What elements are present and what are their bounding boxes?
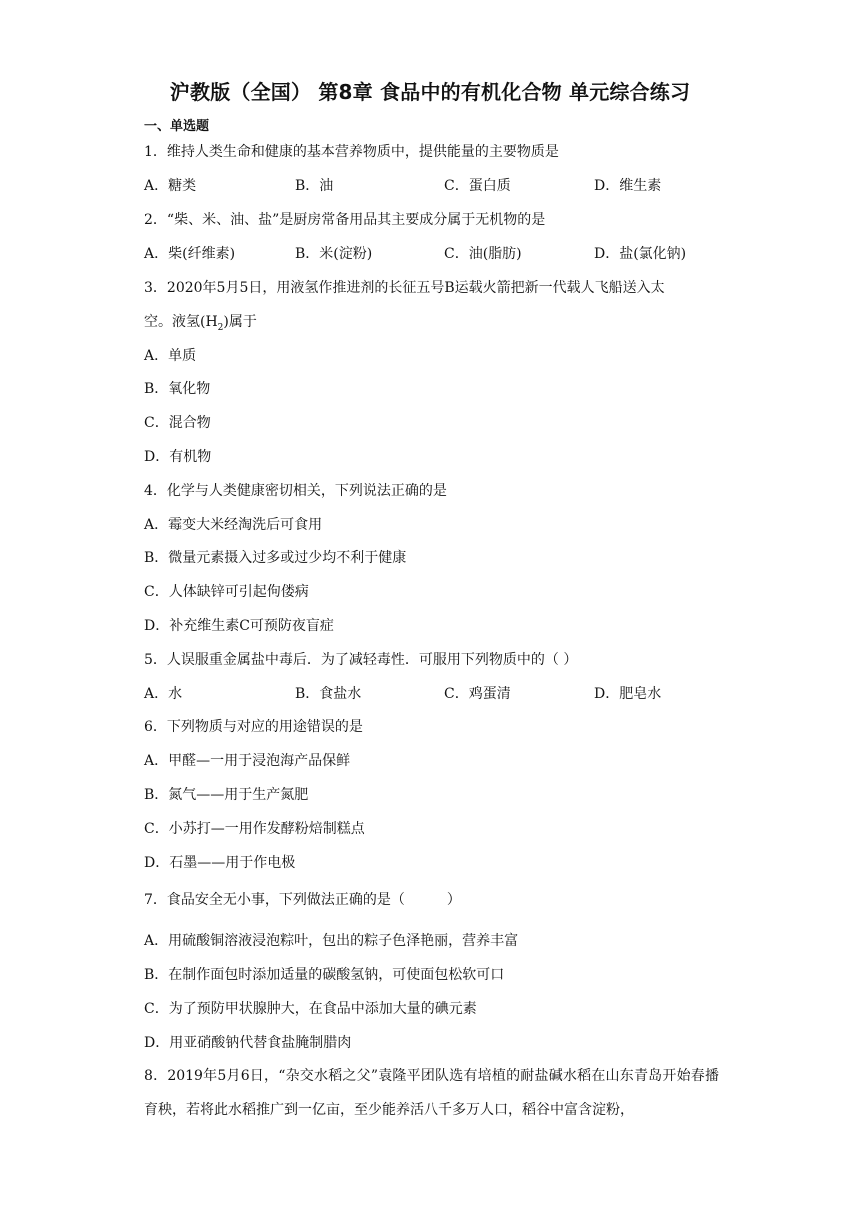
question-1-option-d: D．维生素: [594, 178, 662, 194]
question-3-option-d: D．有机物: [144, 449, 212, 465]
question-2-option-c: C．油(脂肪): [444, 246, 522, 262]
question-2-option-b: B．米(淀粉): [295, 246, 373, 262]
question-7-option-a: A．用硫酸铜溶液浸泡粽叶，包出的粽子色泽艳丽，营养丰富: [144, 933, 519, 949]
document-title: 沪教版（全国） 第8章 食品中的有机化合物 单元综合练习: [169, 80, 691, 104]
question-5-option-b: B．食盐水: [295, 686, 362, 702]
section-heading: 一、单选题: [144, 119, 210, 134]
question-2-stem: 2．“柴、米、油、盐”是厨房常备用品其主要成分属于无机物的是: [144, 212, 546, 228]
question-1-option-b: B．油: [295, 178, 334, 194]
question-6-stem: 6．下列物质与对应的用途错误的是: [144, 719, 363, 735]
question-7-option-d: D．用亚硝酸钠代替食盐腌制腊肉: [144, 1035, 352, 1051]
question-7-option-c: C．为了预防甲状腺肿大，在食品中添加大量的碘元素: [144, 1001, 477, 1017]
question-6-option-d: D．石墨——用于作电极: [144, 855, 296, 871]
question-3-option-c: C．混合物: [144, 415, 211, 431]
question-4-option-d: D．补充维生素C可预防夜盲症: [144, 618, 334, 634]
question-5-option-c: C．鸡蛋清: [444, 686, 511, 702]
question-5-option-d: D．肥皂水: [594, 686, 662, 702]
question-6-option-b: B．氮气——用于生产氮肥: [144, 787, 309, 803]
question-4-option-a: A．霉变大米经淘洗后可食用: [144, 517, 323, 533]
question-3-stem-line-1: 3．2020年5月5日，用液氢作推进剂的长征五号B运载火箭把新一代载人飞船送入太: [144, 280, 665, 296]
question-1-stem: 1．维持人类生命和健康的基本营养物质中，提供能量的主要物质是: [144, 144, 559, 160]
question-4-option-b: B．微量元素摄入过多或过少均不利于健康: [144, 550, 407, 566]
question-5-stem: 5．人误服重金属盐中毒后．为了减轻毒性．可服用下列物质中的（ ）: [144, 652, 578, 668]
question-3-subscript: 2: [217, 322, 224, 333]
question-4-stem: 4．化学与人类健康密切相关，下列说法正确的是: [144, 483, 447, 499]
question-3-option-a: A．单质: [144, 348, 197, 364]
question-3-stem-line-2: [144, 313, 257, 337]
question-6-option-a: A．甲醛—一用于浸泡海产品保鲜: [144, 753, 351, 769]
question-7-option-b: B．在制作面包时添加适量的碳酸氢钠，可使面包松软可口: [144, 967, 505, 983]
question-8-stem: 8．2019年5月6日，“杂交水稻之父”袁隆平团队选有培植的耐盐碱水稻在山东青岛开始春播育秧，若将此水稻推广到一亿亩，至少能养活八千多万人口，稻谷中富含淀粉，: [144, 1068, 719, 1118]
question-2-option-a: A．柴(纤维素): [144, 246, 236, 262]
question-3-option-b: B．氧化物: [144, 381, 211, 397]
question-3-stem-part-a: 空。液氢(H: [144, 314, 218, 330]
question-3-stem-part-b: )属于: [223, 314, 257, 330]
question-5-option-a: A．水: [144, 686, 183, 702]
question-4-option-c: C．人体缺锌可引起佝偻病: [144, 584, 309, 600]
question-6-option-c: C．小苏打—一用作发酵粉焙制糕点: [144, 821, 365, 837]
question-1-option-a: A．糖类: [144, 178, 197, 194]
question-7-stem: 7．食品安全无小事，下列做法正确的是（ ）: [144, 892, 461, 908]
question-1-option-c: C．蛋白质: [444, 178, 511, 194]
question-2-option-d: D．盐(氯化钠): [594, 246, 687, 262]
